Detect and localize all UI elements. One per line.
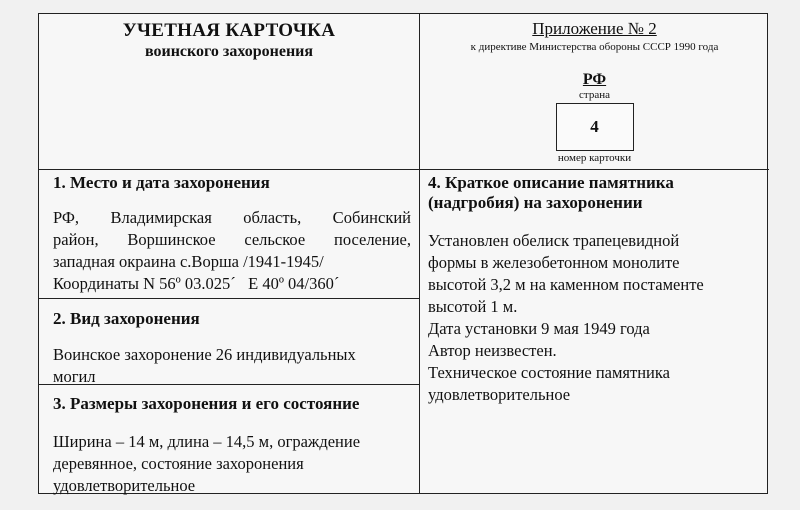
text-line: деревянное, состояние захоронения (53, 454, 304, 473)
text-line: Установлен обелиск трапецевидной (428, 231, 680, 250)
section-text (53, 344, 411, 388)
section-burial-place (39, 170, 419, 298)
section-burial-size (39, 386, 419, 495)
section-divider-1 (39, 298, 419, 299)
text-line: высотой 1 м. (428, 297, 518, 316)
text-line: Автор неизвестен. (428, 341, 557, 360)
text-line: РФ, Владимирская область, Собинский (53, 208, 411, 227)
section-title: 2. Вид захоронения (53, 309, 200, 328)
section-monument-description (420, 170, 769, 495)
card-header (39, 14, 419, 169)
text-line: формы в железобетонном монолите (428, 253, 680, 272)
country-label: страна (579, 89, 610, 101)
text-line: Техническое состояние памятника (428, 363, 670, 382)
text-line: могил (53, 367, 96, 386)
section-title: 1. Место и дата захоронения (53, 173, 270, 192)
card-number-box (556, 103, 634, 151)
annex-label: Приложение № 2 (532, 19, 657, 38)
text-line: Воинское захоронение 26 индивидуальных (53, 345, 356, 364)
text-line: Дата установки 9 мая 1949 года (428, 319, 650, 338)
title-line: (надгробия) на захоронении (428, 193, 643, 212)
title-line: 4. Краткое описание памятника (428, 173, 674, 192)
section-text (428, 230, 761, 406)
section-text (53, 431, 411, 497)
section-burial-type (39, 300, 419, 384)
annex-header (420, 14, 769, 169)
text-line: район, Воршинское сельское поселение, (53, 230, 411, 249)
text-line: удовлетворительное (53, 476, 196, 495)
card-title: УЧЕТНАЯ КАРТОЧКА (122, 20, 336, 41)
text-line: высотой 3,2 м на каменном постаменте (428, 275, 704, 294)
card-subtitle: воинского захоронения (144, 43, 314, 60)
text-line: западная окраина с.Ворша /1941-1945/ (53, 252, 324, 271)
section-title (428, 173, 761, 213)
country-code: РФ (582, 71, 607, 88)
burial-record-card (38, 13, 768, 494)
text-line: Ширина – 14 м, длина – 14,5 м, ограждение (53, 432, 361, 451)
card-number: 4 (590, 117, 599, 136)
card-number-label: номер карточки (557, 152, 632, 164)
section-title: 3. Размеры захоронения и его состояние (53, 394, 360, 413)
directive-text: к директиве Министерства обороны СССР 1990 года (470, 41, 719, 53)
text-line: удовлетворительное (428, 385, 571, 404)
text-line: Координаты N 56º 03.025´ E 40º 04/360´ (53, 274, 340, 293)
section-text (53, 207, 411, 295)
